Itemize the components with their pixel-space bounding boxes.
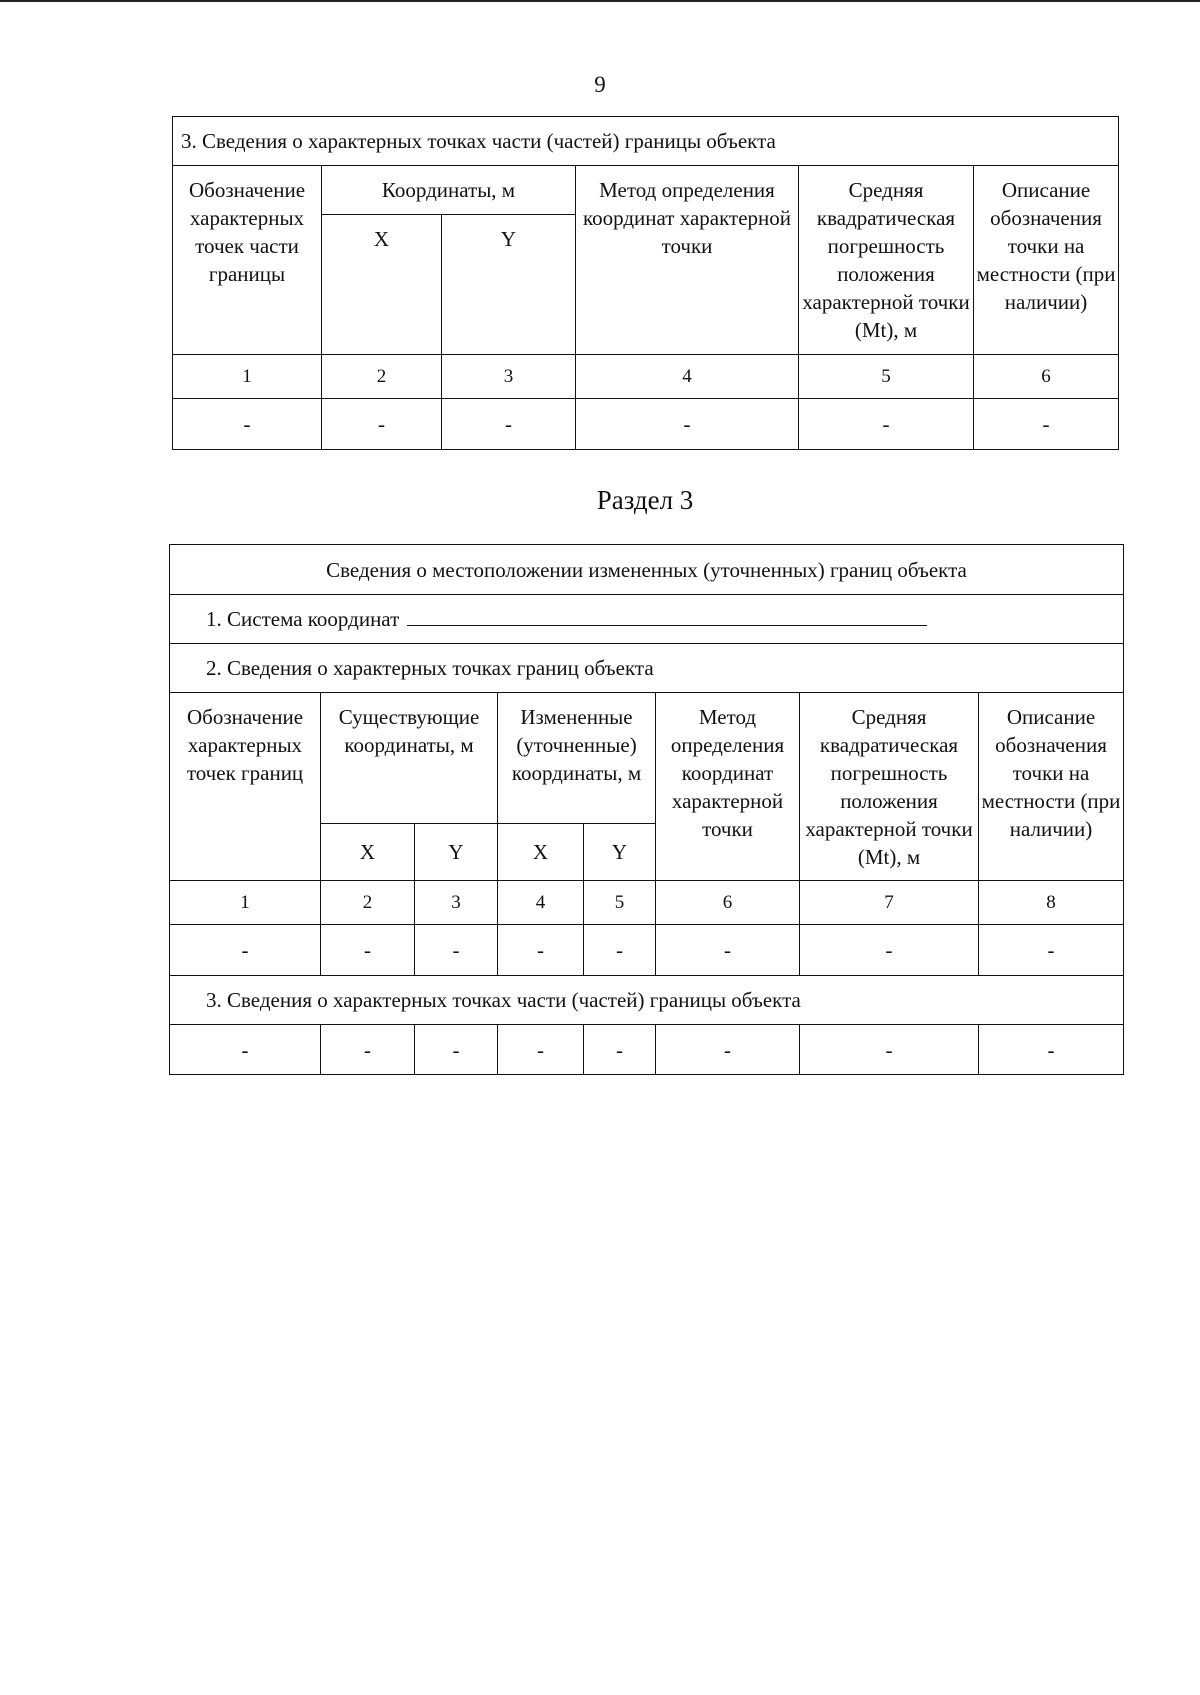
table1-cell: - [322, 399, 442, 450]
table2-cell: - [800, 925, 979, 976]
table2-cell: - [170, 925, 321, 976]
table2-parts-cell: - [656, 1025, 800, 1075]
table2-parts-cell: - [170, 1025, 321, 1075]
table2-cell: - [415, 925, 498, 976]
table2-header-changed-y: Y [584, 824, 656, 881]
table1-cell: - [974, 399, 1119, 450]
coordinate-system-row [170, 595, 1124, 644]
table2-col-number: 3 [415, 881, 498, 925]
table1-cell: - [173, 399, 322, 450]
table2-col-number: 2 [321, 881, 415, 925]
top-border-line [0, 0, 1200, 2]
table1-header-designation: Обозначение характерных точек части границы [173, 166, 322, 355]
table2-parts-cell: - [321, 1025, 415, 1075]
table1-col-number: 3 [442, 355, 576, 399]
page-number: 9 [594, 72, 606, 97]
table2-header-description: Описание обозначения точки на местности (при наличии) [979, 693, 1124, 881]
table1-cell: - [576, 399, 799, 450]
table2-parts-cell: - [498, 1025, 584, 1075]
table2-cell: - [979, 925, 1124, 976]
table2-header-changed-x: X [498, 824, 584, 881]
coordinate-system-label: 1. Система координат [206, 607, 400, 631]
section-title: Раздел 3 [596, 485, 694, 515]
table2-cell: - [498, 925, 584, 976]
table1-header-method: Метод определения координат характерной точки [576, 166, 799, 355]
table1-col-number: 5 [799, 355, 974, 399]
table2-header-existing-y: Y [415, 824, 498, 881]
table2-header-method: Метод определения координат характерной точки [656, 693, 800, 881]
table1-header-y: Y [442, 215, 576, 355]
table-changed-boundaries [169, 544, 1124, 1075]
table2-col-number: 6 [656, 881, 800, 925]
table2-points-title: 2. Сведения о характерных точках границ объекта [170, 644, 1124, 693]
table2-col-number: 1 [170, 881, 321, 925]
table1-header-coordinates: Координаты, м [322, 166, 576, 215]
table2-header-changed: Измененные (уточненные) координаты, м [498, 693, 656, 824]
table2-col-number: 5 [584, 881, 656, 925]
coordinate-system-blank [407, 605, 927, 626]
table2-col-number: 7 [800, 881, 979, 925]
table2-header-existing-x: X [321, 824, 415, 881]
table2-parts-title: 3. Сведения о характерных точках части (частей) границы объекта [170, 976, 1124, 1025]
table2-col-number: 4 [498, 881, 584, 925]
table2-cell: - [321, 925, 415, 976]
table2-parts-cell: - [584, 1025, 656, 1075]
table1-cell: - [799, 399, 974, 450]
table2-title: Сведения о местоположении измененных (уточненных) границ объекта [170, 545, 1124, 595]
table2-header-designation: Обозначение характерных точек границ [170, 693, 321, 881]
table-part-boundary-points [172, 116, 1119, 450]
table2-parts-cell: - [415, 1025, 498, 1075]
table2-header-existing: Существующие координаты, м [321, 693, 498, 824]
table2-parts-cell: - [800, 1025, 979, 1075]
table1-title: 3. Сведения о характерных точках части (частей) границы объекта [173, 117, 1119, 166]
table2-cell: - [656, 925, 800, 976]
table1-header-description: Описание обозначения точки на местности (при наличии) [974, 166, 1119, 355]
table2-header-error: Средняя квадратическая погрешность положения характерной точки (Mt), м [800, 693, 979, 881]
table1-header-x: X [322, 215, 442, 355]
table1-col-number: 2 [322, 355, 442, 399]
table2-col-number: 8 [979, 881, 1124, 925]
table1-header-error: Средняя квадратическая погрешность положения характерной точки (Mt), м [799, 166, 974, 355]
table1-col-number: 4 [576, 355, 799, 399]
table1-col-number: 6 [974, 355, 1119, 399]
table2-parts-cell: - [979, 1025, 1124, 1075]
table1-cell: - [442, 399, 576, 450]
table2-cell: - [584, 925, 656, 976]
table1-col-number: 1 [173, 355, 322, 399]
